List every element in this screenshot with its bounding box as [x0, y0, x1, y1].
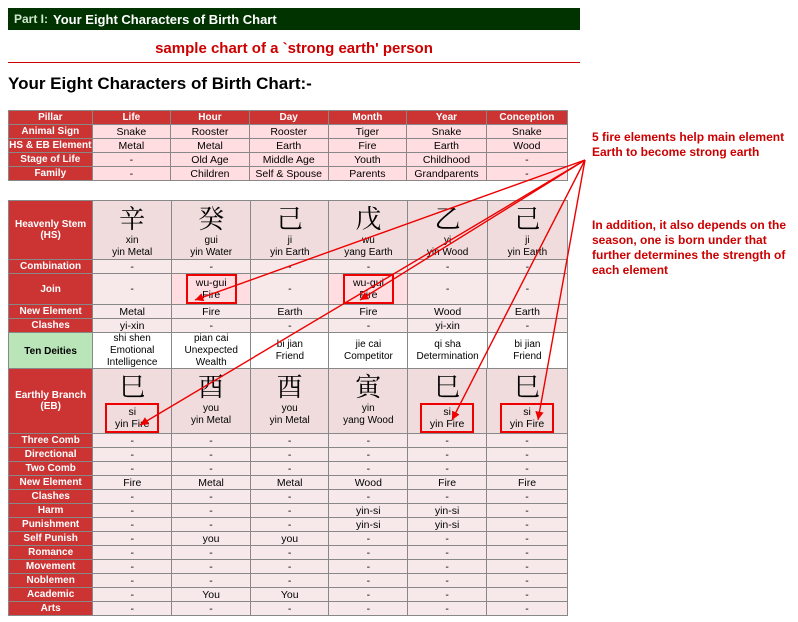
- row-label: New Element: [9, 476, 93, 490]
- branch-cell: [408, 369, 487, 434]
- table-cell: -: [487, 319, 567, 333]
- highlight-box: wu-gui Fire: [186, 274, 237, 304]
- table-cell: -: [250, 462, 329, 476]
- table-row: [9, 260, 568, 274]
- row-label: Harm: [9, 504, 93, 518]
- stem-cell: [329, 201, 408, 260]
- table-row: [9, 305, 568, 319]
- table-cell: -: [92, 153, 170, 167]
- row-label: Ten Deities: [9, 333, 93, 370]
- table-cell: -: [172, 490, 251, 504]
- table-cell: -: [250, 560, 329, 574]
- stem-cell: [251, 201, 329, 260]
- table-cell: -: [487, 588, 568, 602]
- column-header: Hour: [171, 111, 250, 125]
- column-header: Day: [249, 111, 328, 125]
- table-cell: -: [250, 602, 329, 616]
- table-cell: -: [408, 448, 487, 462]
- table-cell: Wood: [329, 476, 408, 490]
- table-cell: Wood: [408, 305, 487, 319]
- table-cell: -: [172, 560, 251, 574]
- branch-pinyin: yin: [361, 403, 375, 414]
- branch-pinyin: you: [202, 403, 220, 414]
- table-cell: -: [408, 434, 487, 448]
- table-row: [9, 518, 568, 532]
- table-cell: -: [329, 490, 408, 504]
- stem-character: 癸: [198, 205, 225, 235]
- table-cell: -: [487, 518, 568, 532]
- table-cell: -: [486, 167, 567, 181]
- table-cell: -: [172, 518, 251, 532]
- table-row: [9, 588, 568, 602]
- table-cell: Grandparents: [407, 167, 487, 181]
- table-cell: yin-si: [408, 504, 487, 518]
- table-cell: -: [93, 260, 172, 274]
- table-cell: Metal: [250, 476, 329, 490]
- table-cell: Snake: [407, 125, 487, 139]
- column-header: Conception: [486, 111, 567, 125]
- column-header: Month: [328, 111, 407, 125]
- table-cell: yin-si: [408, 518, 487, 532]
- row-label: Two Comb: [9, 462, 93, 476]
- table-cell: -: [93, 490, 172, 504]
- table-row: [9, 125, 568, 139]
- table-cell: -: [93, 504, 172, 518]
- table-cell: Metal: [172, 476, 251, 490]
- row-label: Clashes: [9, 319, 93, 333]
- table-cell: -: [487, 574, 568, 588]
- table-cell: -: [93, 546, 172, 560]
- table-cell: -: [93, 448, 172, 462]
- stem-element: yin Wood: [426, 247, 469, 258]
- table-cell: Youth: [328, 153, 407, 167]
- table-cell: -: [329, 602, 408, 616]
- table-cell: Rooster: [249, 125, 328, 139]
- table-cell: Old Age: [171, 153, 250, 167]
- table-cell: Fire: [487, 476, 568, 490]
- column-header: Life: [92, 111, 170, 125]
- table-cell: -: [408, 260, 487, 274]
- table-cell: -: [329, 434, 408, 448]
- table-cell: -: [250, 490, 329, 504]
- table-cell: -: [251, 260, 329, 274]
- pillar-summary-table: [8, 110, 568, 181]
- table-row: [9, 274, 568, 305]
- table-cell: -: [408, 602, 487, 616]
- branch-cell: [93, 369, 172, 434]
- table-cell: -: [329, 588, 408, 602]
- table-cell: -: [250, 546, 329, 560]
- table-row: [9, 462, 568, 476]
- table-cell: -: [487, 260, 567, 274]
- row-label: Family: [9, 167, 93, 181]
- table-cell: Snake: [92, 125, 170, 139]
- annotation-note-season: In addition, it also depends on the season, one is born under that further determines the strength of each element: [592, 218, 787, 277]
- branch-cell: [250, 369, 329, 434]
- table-cell: Middle Age: [249, 153, 328, 167]
- table-cell: Rooster: [171, 125, 250, 139]
- page-title: Your Eight Characters of Birth Chart: [53, 11, 277, 27]
- row-label: Academic: [9, 588, 93, 602]
- table-cell: Tiger: [328, 125, 407, 139]
- table-row: [9, 167, 568, 181]
- table-row: [9, 490, 568, 504]
- annotation-note-fire-elements: 5 fire elements help main element Earth to become strong earth: [592, 130, 785, 159]
- stem-pinyin: ji: [287, 235, 293, 246]
- branch-character: 巳: [434, 373, 461, 403]
- table-cell: -: [93, 434, 172, 448]
- table-cell: -: [487, 434, 568, 448]
- row-label: Join: [9, 274, 93, 305]
- stem-element: yin Earth: [507, 247, 548, 258]
- table-cell: -: [487, 274, 567, 305]
- header-part-label: Part I:: [14, 12, 49, 26]
- branch-character: 巳: [119, 373, 146, 403]
- table-cell: -: [408, 574, 487, 588]
- table-cell: Wood: [486, 139, 567, 153]
- table-cell: -: [408, 490, 487, 504]
- table-cell: -: [93, 560, 172, 574]
- table-cell: -: [250, 504, 329, 518]
- table-cell: you: [250, 532, 329, 546]
- table-cell: -: [487, 560, 568, 574]
- stem-pinyin: yi: [443, 235, 452, 246]
- row-label: Movement: [9, 560, 93, 574]
- table-cell: -: [408, 588, 487, 602]
- table-cell: -: [250, 434, 329, 448]
- table-cell: -: [251, 319, 329, 333]
- row-label: Romance: [9, 546, 93, 560]
- table-row: [9, 476, 568, 490]
- table-row: [9, 574, 568, 588]
- stem-character: 辛: [119, 205, 146, 235]
- row-label: Three Comb: [9, 434, 93, 448]
- table-cell: -: [408, 560, 487, 574]
- row-label: HS & EB Element: [9, 140, 92, 151]
- table-cell: yi-xin: [408, 319, 487, 333]
- highlight-box: si yin Fire: [105, 403, 159, 433]
- stem-cell: [172, 201, 251, 260]
- stem-character: 己: [276, 205, 303, 235]
- table-cell: -: [487, 532, 568, 546]
- table-row: [9, 602, 568, 616]
- table-cell: -: [172, 462, 251, 476]
- table-cell: Fire: [93, 476, 172, 490]
- row-label: Punishment: [9, 518, 93, 532]
- table-cell: You: [172, 588, 251, 602]
- table-header-row: [9, 111, 568, 125]
- branch-element: yin Metal: [191, 415, 232, 426]
- table-cell: -: [250, 448, 329, 462]
- sample-chart-subtitle: sample chart of a `strong earth' person: [155, 40, 433, 57]
- stem-row: [9, 201, 568, 260]
- table-cell: you: [172, 532, 251, 546]
- deity-cell: pian cai Unexpected Wealth: [172, 333, 251, 370]
- table-cell: -: [408, 274, 487, 305]
- table-row: [9, 532, 568, 546]
- table-cell: -: [487, 546, 568, 560]
- table-cell: -: [408, 546, 487, 560]
- deity-cell: jie cai Competitor: [329, 333, 408, 370]
- table-cell: -: [172, 602, 251, 616]
- section-title: Your Eight Characters of Birth Chart:-: [8, 74, 312, 93]
- highlight-box: wu-gui Fire: [343, 274, 394, 304]
- table-row: [9, 139, 568, 153]
- table-cell: -: [93, 588, 172, 602]
- page-header: [8, 8, 580, 30]
- table-cell: -: [329, 574, 408, 588]
- table-cell: Earth: [487, 305, 567, 319]
- table-cell: -: [93, 274, 172, 305]
- table-cell: -: [172, 546, 251, 560]
- table-cell: -: [93, 518, 172, 532]
- stem-element: yang Earth: [344, 247, 393, 258]
- deity-cell: bi jian Friend: [251, 333, 329, 370]
- table-cell: -: [172, 319, 251, 333]
- earthly-branch-table: [8, 368, 568, 616]
- table-cell: -: [93, 574, 172, 588]
- table-cell: -: [329, 260, 408, 274]
- table-cell: Snake: [486, 125, 567, 139]
- table-cell: -: [329, 448, 408, 462]
- highlight-box: si yin Fire: [420, 403, 474, 433]
- branch-element: yin Metal: [269, 415, 310, 426]
- table-row: [9, 546, 568, 560]
- table-cell: Fire: [172, 305, 251, 319]
- row-label: Self Punish: [9, 532, 93, 546]
- stem-pinyin: ji: [525, 235, 530, 246]
- branch-element: yang Wood: [343, 415, 394, 426]
- table-cell: Metal: [171, 139, 250, 153]
- table-cell: -: [408, 462, 487, 476]
- table-cell: -: [329, 546, 408, 560]
- branch-character: 酉: [276, 373, 303, 403]
- table-row: [9, 434, 568, 448]
- table-cell: -: [487, 490, 568, 504]
- stem-pinyin: gui: [204, 235, 218, 246]
- branch-pinyin: you: [281, 403, 298, 414]
- row-label: Directional: [9, 448, 93, 462]
- highlight-box: si yin Fire: [500, 403, 554, 433]
- stem-element: yin Metal: [112, 247, 153, 258]
- branch-character: 巳: [514, 373, 541, 403]
- table-cell: Earth: [249, 139, 328, 153]
- row-label: Stage of Life: [9, 153, 93, 167]
- table-cell: -: [487, 448, 568, 462]
- table-cell: -: [408, 532, 487, 546]
- table-cell: Childhood: [407, 153, 487, 167]
- table-cell: Fire: [408, 476, 487, 490]
- table-row: [9, 560, 568, 574]
- stem-cell: [93, 201, 172, 260]
- table-cell: yi-xin: [93, 319, 172, 333]
- row-label: Noblemen: [9, 574, 93, 588]
- column-header: Year: [407, 111, 487, 125]
- table-cell: -: [487, 504, 568, 518]
- table-cell: -: [329, 532, 408, 546]
- stem-pinyin: wu: [362, 235, 375, 246]
- table-cell-highlighted: [172, 274, 251, 305]
- row-label: Animal Sign: [9, 125, 93, 139]
- table-cell: -: [93, 602, 172, 616]
- stem-character: 己: [514, 205, 541, 235]
- table-cell: -: [487, 462, 568, 476]
- table-cell-highlighted: [329, 274, 408, 305]
- branch-row: [9, 369, 568, 434]
- deity-cell: shi shen Emotional Intelligence: [93, 333, 172, 370]
- table-cell: -: [172, 448, 251, 462]
- stem-character: 乙: [434, 205, 461, 235]
- table-cell: -: [172, 260, 251, 274]
- table-row: [9, 504, 568, 518]
- table-cell: -: [172, 504, 251, 518]
- table-cell: Metal: [93, 305, 172, 319]
- stem-element: yin Water: [190, 247, 233, 258]
- table-cell: -: [251, 274, 329, 305]
- stem-cell: [408, 201, 487, 260]
- branch-cell: [172, 369, 251, 434]
- stem-element: yin Earth: [270, 247, 310, 258]
- column-header: Pillar: [9, 111, 93, 125]
- deity-cell: bi jian Friend: [487, 333, 567, 370]
- ten-deities-row: [9, 333, 568, 370]
- table-cell: -: [329, 462, 408, 476]
- row-label: Clashes: [9, 490, 93, 504]
- table-cell: Self & Spouse: [249, 167, 328, 181]
- table-cell: Earth: [407, 139, 487, 153]
- table-row: [9, 448, 568, 462]
- branch-cell: [487, 369, 568, 434]
- branch-character: 寅: [355, 373, 382, 403]
- row-label: Heavenly Stem (HS): [9, 201, 93, 260]
- table-cell: -: [329, 319, 408, 333]
- table-cell: -: [250, 518, 329, 532]
- row-label: Arts: [9, 602, 93, 616]
- stem-character: 戊: [355, 205, 382, 235]
- table-cell: yin-si: [329, 518, 408, 532]
- table-row: [9, 153, 568, 167]
- table-cell: -: [92, 167, 170, 181]
- table-cell: -: [486, 153, 567, 167]
- table-cell: Metal: [92, 139, 170, 153]
- table-cell: Parents: [328, 167, 407, 181]
- table-row: [9, 319, 568, 333]
- table-cell: Fire: [328, 139, 407, 153]
- table-cell: -: [93, 462, 172, 476]
- table-cell: -: [172, 434, 251, 448]
- table-cell: yin-si: [329, 504, 408, 518]
- table-cell: -: [329, 560, 408, 574]
- table-cell: Children: [171, 167, 250, 181]
- deity-cell: qi sha Determination: [408, 333, 487, 370]
- table-cell: -: [250, 574, 329, 588]
- stem-pinyin: xin: [125, 235, 139, 246]
- table-cell: You: [250, 588, 329, 602]
- row-label: Combination: [9, 260, 93, 274]
- table-cell: -: [172, 574, 251, 588]
- table-cell: -: [93, 532, 172, 546]
- row-label: Earthly Branch (EB): [9, 369, 93, 434]
- table-cell: Fire: [329, 305, 408, 319]
- stem-cell: [487, 201, 567, 260]
- branch-cell: [329, 369, 408, 434]
- heavenly-stem-table: [8, 200, 568, 370]
- divider-rule: [8, 62, 580, 63]
- table-cell: Earth: [251, 305, 329, 319]
- table-cell: -: [487, 602, 568, 616]
- branch-character: 酉: [198, 373, 225, 403]
- row-label: New Element: [9, 305, 93, 319]
